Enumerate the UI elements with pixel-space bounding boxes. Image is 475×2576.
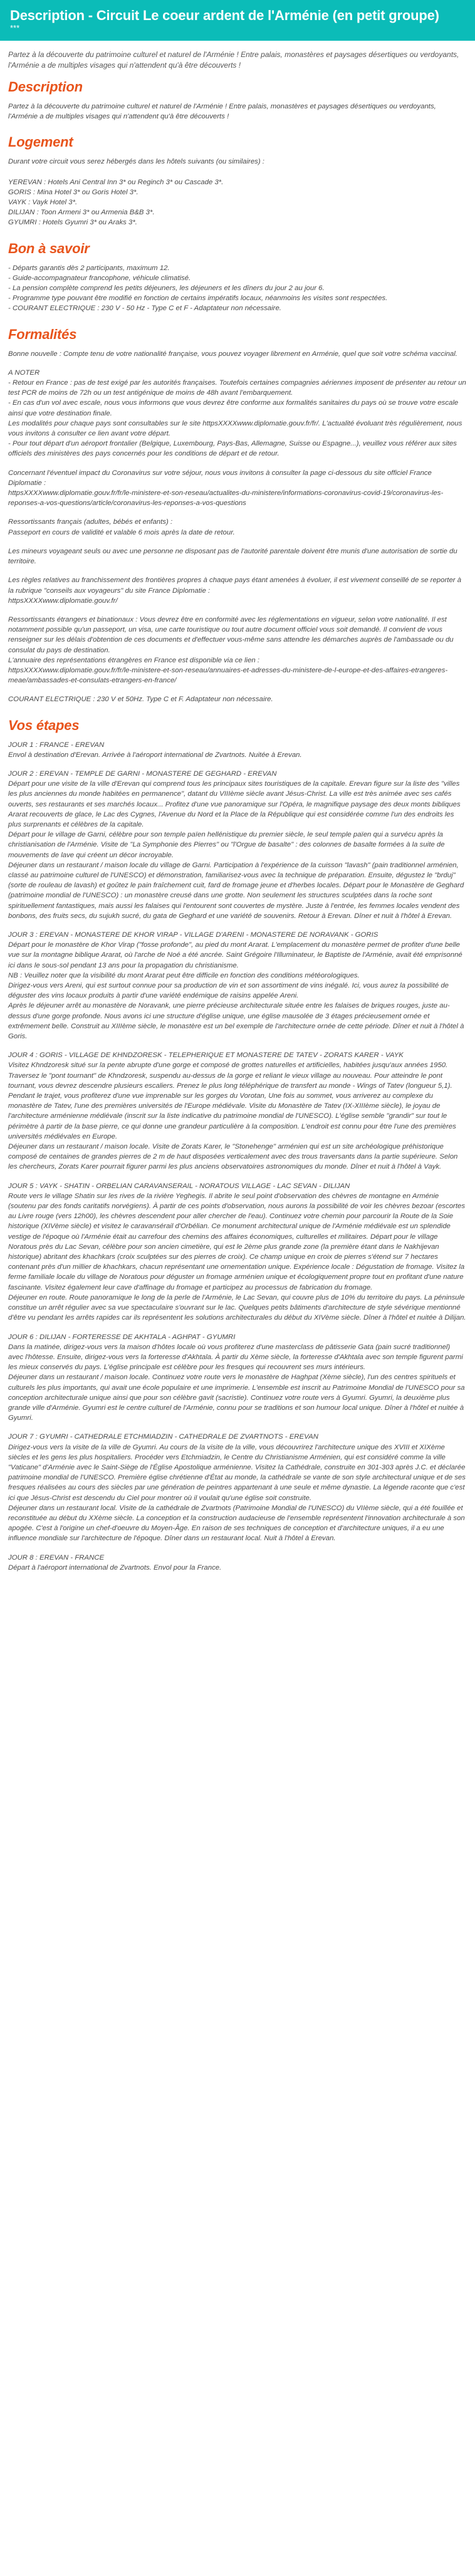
bon-a-savoir-heading: Bon à savoir bbox=[8, 240, 90, 256]
bon-a-savoir-section bbox=[8, 241, 467, 314]
formalites-paragraph: Les mineurs voyageant seuls ou avec une personne ne disposant pas de l'autorité parentale doivent être munis d'une autorisation de sortie du territoire. bbox=[8, 547, 457, 566]
info-line: - Programme type pouvant être modifié en fonction de certains impératifs locaux, néanmoins les visites sont respectées. bbox=[8, 295, 388, 303]
description-section bbox=[8, 79, 467, 122]
day-paragraph: JOUR 3 : EREVAN - MONASTERE DE KHOR VIRAP - VILLAGE D'ARENI - MONASTERE DE NORAVANK - GORIS Départ pour le monastère de Khor Virap ("fosse profonde", au pied du mont Ararat. L'emplacement du monastère permet de profiter d'une belle vue sur la montagne biblique Ararat, où l'arche de Noé a été ancrée. Saint Grégoire l'Illuminateur, le Baptiste de l'Arménie, avait été emprisonné ici dans le sous-sol pendant 13 ans pour la propagation du christianisme. NB : Veuillez noter que la visibilité du mont Ararat peut être difficile en fonction des conditions météorologiques. Dirigez-vous vers Areni, qui est surtout connue pour sa production de vin et son assortiment de vins inégalé. Ici, vous aurez la possibilité de déguster des vins locaux produits à partir d'une variété endémique de raisins appelée Areni. Après le déjeuner arrêt au monastère de Noravank, une pierre précieuse architecturale située entre les falaises de briques rouges, juste au-dessus d'une gorge profonde. Nous avons ici une structure d'église unique, une église mausolée de 3 étages précieusement ornée et extrêmement belle. Construit au XIIIème siècle, le monastère est un bel exemple de l'architecture ornée de cette période. Dîner et nuit à l'hôtel à Goris. bbox=[8, 931, 464, 1041]
rating-stars: *** bbox=[10, 23, 20, 33]
logement-intro: Durant votre circuit vous serez hébergés dans les hôtels suivants (ou similaires) : bbox=[8, 158, 264, 166]
info-line: - La pension complète comprend les petits déjeuners, les déjeuners et les dîners du jour 2 au jour 6. bbox=[8, 284, 325, 293]
info-line: - Guide-accompagnateur francophone, véhicule climatisé. bbox=[8, 274, 191, 282]
intro-text: Partez à la découverte du patrimoine culturel et naturel de l'Arménie ! Entre palais, monastères et paysages désertiques ou verdoyants, l'Arménie a de multiples visages qui n'attendent qu'à être découverts ! bbox=[8, 50, 459, 70]
hotel-line: GORIS : Mina Hotel 3* ou Goris Hotel 3*. bbox=[8, 188, 138, 196]
etapes-section bbox=[8, 717, 467, 1573]
hotel-line: VAYK : Vayk Hotel 3*. bbox=[8, 199, 78, 207]
day-paragraph: JOUR 4 : GORIS - VILLAGE DE KHNDZORESK - TELEPHERIQUE ET MONASTERE DE TATEV - ZORATS KARER - VAYK Visitez Khndzoresk situé sur la pente abrupte d'une gorge et composé de grottes naturelles et artificielles, habitées jusqu'aux années 1950. Traversez le "pont tournant" de Khndzoresk, suspendu au-dessus de la gorge et reliant le vieux village au nouveau. Pour atteindre le pont tournant, vous devrez descendre plusieurs escaliers. Prenez le plus long téléphérique de transfert au monde - Wings of Tatev (longueur 5,1). Pendant le trajet, vous profiterez d'une vue imprenable sur les gorges du Vorotan, Une fois au sommet, vous arriverez au complexe du monastère de Tatev, l'une des premières universités de l'Europe médiévale. Visite du Monastère de Tatev (IX-XIIIème siècle), le joyau de l'architecture arménienne médiévale (inscrit sur la liste indicative du patrimoine mondial de l'UNESCO). L'église semble "grandir" sur tout le périmètre à partir de la base pierre, ce qui donne une grandeur particulière à la composition. L'endroit est connu pour être l'une des premières universités médiévales en Europe. Déjeuner dans un restaurant / maison locale. Visite de Zorats Karer, le "Stonehenge" arménien qui est un site archéologique préhistorique composé de centaines de grandes pierres de 2 m de haut disposées verticalement avec des trous traversants dans la partie supérieure. Selon les chercheurs, Zorats Karer pourrait figurer parmi les plus anciens observatoires astronomiques du monde. Dîner et nuit à l'hôtel à Vayk. bbox=[8, 1051, 458, 1171]
formalites-paragraph: Ressortissants français (adultes, bébés et enfants) : Passeport en cours de validité et valable 6 mois après la date de retour. bbox=[8, 518, 235, 536]
page-title: Description - Circuit Le coeur ardent de l'Arménie (en petit groupe) bbox=[10, 8, 439, 23]
etapes-heading: Vos étapes bbox=[8, 717, 80, 733]
formalites-paragraph: Concernant l'éventuel impact du Coronavirus sur votre séjour, nous vous invitons à consulter la page ci-dessous du site officiel France Diplomatie : httpsXXXXwww.diplomatie.gouv.fr/fr/le-ministere-et-son-reseau/actualites-du-ministere/informations-coronavirus-covid-19/coronavirus-les-reponses-a-vos-questions/article/coronavirus-les-reponses-a-vos-questions bbox=[8, 469, 444, 508]
day-paragraph: JOUR 5 : VAYK - SHATIN - ORBELIAN CARAVANSERAIL - NORATOUS VILLAGE - LAC SEVAN - DILIJAN Route vers le village Shatin sur les rives de la rivière Yeghegis. Il abrite le seul point d'observation des chèvres de montagne en Arménie (soutenu par des fonds caritatifs norvégiens). À partir de ces points d'observation, nous aurons la possibilité de voir les chèvres bezoar (escortes au Livre rouge (vers 12h00), les chèvres descendent pour aller chercher de l'eau). Continuez votre chemin pour parcourir la Route de la Soie historique (XIVème siècle) et visitez le caravansérail d'Orbélian. Ce monument architectural unique de l'Arménie médiévale est un splendide vestige de l'époque où l'Arménie était au carrefour des chemins des affaires économiques, culturelles et militaires. Départ pour le village Noratous près du Lac Sevan, célèbre pour son ancien cimetière, qui est le 2ème plus grande zone (la première étant dans le Nakhijevan historique) abritant des khachkars (croix sculptées sur des pierres de croix). Ce champ unique en croix de pierres s'étend sur 7 hectares contenant près d'un millier de khachkars, chacun représentant une ornementation unique. Expérience locale : Dégustation de fromage. Visitez la ferme familiale locale du village de Noratous pour déguster un fromage arménien unique et écologiquement propre tout en profitant d'une nature fascinante. Visitez également leur cave d'affinage du fromage et participez au processus de fabrication du fromage. Déjeuner en route. Route panoramique le long de la perle de l'Arménie, le Lac Sevan, qui couvre plus de 10% du territoire du pays. La péninsule constitue un arrêt régulier avec sa vue spectaculaire s'ouvrant sur le lac. Quelques petits bâtiments d'architecture de style sévérique mentionné d'être vu pendant les arrêts rapides car ils représentent les solutions architecturales du début du XIVème siècle. Dîner à l'hôtel et nuitée à Dilijan. bbox=[8, 1182, 466, 1322]
formalites-paragraph: COURANT ELECTRIQUE : 230 V et 50Hz. Type C et F. Adaptateur non nécessaire. bbox=[8, 696, 273, 704]
formalites-paragraph: Bonne nouvelle : Compte tenu de votre nationalité française, vous pouvez voyager librement en Arménie, quel que soit votre schéma vaccinal. bbox=[8, 350, 457, 358]
formalites-section bbox=[8, 326, 467, 705]
day-paragraph: JOUR 7 : GYUMRI - CATHEDRALE ETCHMIADZIN - CATHEDRALE DE ZVARTNOTS - EREVAN Dirigez-vous vers la visite de la ville de Gyumri. Au cours de la visite de la ville, vous découvrirez l'architecture unique des XVIII et XIXème siècles et les gens les plus hospitaliers. Procéder vers Etchmiadzin, le Centre du Christianisme Arménien, qui est considéré comme la ville "Vaticane" d'Arménie avec le Saint-Siège de l'Église Apostolique arménienne. Visitez la Cathédrale, construite en 301-303 après J.C. et déclarée patrimoine mondial de l'UNESCO. Première église chrétienne d'État au monde, la cathédrale se vante de son style architectural unique et de ses fresques réalisées au cours des siècles par une génération de peintres appartenant à une seule et même dynastie. La légende raconte que c'est ici que Jésus-Christ est descendu du Ciel pour montrer où il voulait qu'une église soit construite. Déjeuner dans un restaurant local. Visite de la cathédrale de Zvartnots (Patrimoine Mondial de l'UNESCO) du VIIème siècle, qui a été fouillée et reconstituée au début du XXème siècle. La conception et la construction audacieuse de l'ensemble représentent l'innovation architecturale à son apogée. C'est à l'origine un chef-d'oeuvre du Moyen-Âge. En raison de ses techniques de conception et d'architecture uniques, il a eu une influence mondiale sur l'architecture de l'époque. Dîner dans un restaurant local. Nuit à l'hôtel à Erevan. bbox=[8, 1433, 466, 1543]
hotel-line: GYUMRI : Hotels Gyumri 3* ou Araks 3*. bbox=[8, 219, 137, 227]
info-line: - COURANT ELECTRIQUE : 230 V - 50 Hz - Type C et F - Adaptateur non nécessaire. bbox=[8, 305, 281, 313]
day-paragraph: JOUR 8 : EREVAN - FRANCE Départ à l'aéroport international de Zvartnots. Envol pour la France. bbox=[8, 1553, 222, 1572]
day-paragraph: JOUR 2 : EREVAN - TEMPLE DE GARNI - MONASTERE DE GEGHARD - EREVAN Départ pour une visite de la ville d'Erevan qui comprend tous les principaux sites touristiques de la capitale. Erevan figure sur la liste des "villes les plus anciennes du monde habitées en permanence", datant du VIIIème siècle avant Jésus-Christ. La ville est très animée avec ses cafés ouverts, ses restaurants et ses marchés locaux... Profitez d'une vue panoramique sur l'Opéra, le magnifique paysage des deux monts bibliques Ararat recouverts de glace, le Lac des Cygnes, l'Avenue du Nord et la Place de la République qui est considérée comme l'un des endroits les plus surprenants et célèbres de la capitale. Départ pour le village de Garni, célèbre pour son temple païen hellénistique du premier siècle, le seul temple païen qui a survécu après la christianisation de l'Arménie. Visite de "La Symphonie des Pierres" ou "l'Orgue de basalte" : des colonnes de basalte formées à la suite de mouvements de lave qui créent un décor incroyable. Déjeuner dans un restaurant / maison locale du village de Garni. Participation à l'expérience de la cuisson "lavash" (pain traditionnel arménien, classé au patrimoine culturel de l'UNESCO) et démonstration, familiarisez-vous avec la technique de préparation. Ensuite, dégustez le "brduj" (sorte de rouleau de lavash) et goûtez le pain fraîchement cuit, fard de fromage jeune et d'herbes locales. Départ pour le Monastère de Geghard (patrimoine mondial de l'UNESCO) : un monastère creusé dans une grotte. Non seulement les structures sculptées dans la roche sont spirituellement fantastiques, mais aussi les falaises qui l'entourent sont couvertes de mystère. Juste à l'entrée, les femmes locales vendent des bonbons, des fruits secs, du sujukh sucré, du gata de Geghard et une variété de souvenirs. Retour à Erevan. Dîner et nuit à l'hôtel à Erevan. bbox=[8, 769, 464, 920]
formalites-paragraph: A NOTER - Retour en France : pas de test exigé par les autorités françaises. Toutefois certaines compagnies aériennes imposent de présenter au retour un test PCR de moins de 72h ou un test antigénique de moins de 48h avant l'embarquement. - En cas d'un vol avec escale, nous vous informons que vous devrez être conforme aux formalités sanitaires du pays où se trouve votre escale ainsi que votre destination finale. Les modalités pour chaque pays sont consultables sur le site httpsXXXXwww.diplomatie.gouv.fr/fr/. L'actualité évoluant très régulièrement, nous vous invitons à consulter ce lien avant votre départ. - Pour tout départ d'un aéroport frontalier (Belgique, Luxembourg, Pays-Bas, Allemagne, Suisse ou Espagne...), veuillez vous référer aux sites officiels des ministères des pays concernés pour les conditions de départ et de retour. bbox=[8, 368, 466, 458]
hotel-line: DILIJAN : Toon Armeni 3* ou Armenia B&B 3*. bbox=[8, 209, 155, 217]
info-line: - Départs garantis dès 2 participants, maximum 12. bbox=[8, 264, 170, 272]
formalites-heading: Formalités bbox=[8, 326, 77, 342]
page-header bbox=[0, 0, 475, 41]
logement-heading: Logement bbox=[8, 134, 73, 150]
main-content bbox=[0, 41, 475, 1573]
logement-section bbox=[8, 134, 467, 227]
formalites-paragraph: Ressortissants étrangers et binationaux : Vous devrez être en conformité avec les réglementations en vigueur, selon votre nationalité. Il est notamment possible qu'un passeport, un visa, une carte touristique ou tout autre document officiel vous soit demandé. Il convient de vous renseigner sur les délais d'obtention de ces documents et d'effectuer vous-même sans attendre les démarches auprès de l'ambassade ou du consulat du pays de destination. L'annuaire des représentations étrangères en France est disponible via ce lien : httpsXXXXwww.diplomatie.gouv.fr/fr/le-ministere-et-son-reseau/annuaires-et-adresses-du-ministere-de-l-europe-et-des-affaires-etrangeres-meae/ambassades-et-consulats-etrangers-en-france/ bbox=[8, 615, 454, 685]
day-paragraph: JOUR 1 : FRANCE - EREVAN Envol à destination d'Erevan. Arrivée à l'aéroport international de Zvartnots. Nuitée à Erevan. bbox=[8, 741, 302, 759]
hotel-line: YEREVAN : Hotels Ani Central Inn 3* ou Reginch 3* ou Cascade 3*. bbox=[8, 178, 224, 186]
description-heading: Description bbox=[8, 79, 83, 95]
description-text: Partez à la découverte du patrimoine culturel et naturel de l'Arménie ! Entre palais, monastères et paysages désertiques ou verdoyants, l'Arménie a de multiples visages qui n'attendent qu'à être découverts ! bbox=[8, 103, 436, 121]
formalites-paragraph: Les règles relatives au franchissement des frontières propres à chaque pays étant amenées à évoluer, il est vivement conseillé de se reporter à la rubrique "conseils aux voyageurs" du site France Diplomatie : httpsXXXXwww.diplomatie.gouv.fr/ bbox=[8, 576, 462, 605]
day-paragraph: JOUR 6 : DILIJAN - FORTERESSE DE AKHTALA - AGHPAT - GYUMRI Dans la matinée, dirigez-vous vers la maison d'hôtes locale où vous profiterez d'une masterclass de pâtisserie Gata (pain sucré traditionnel) avec l'hôtesse. Ensuite, dirigez-vous vers la forteresse d'Akhtala. À partir du Xème siècle, la forteresse d'Akhtala avec son temple figurent parmi les mieux conservés du pays. L'église principale est célèbre pour les fresques qui recouvrent ses murs intérieurs. Déjeuner dans un restaurant / maison locale. Continuez votre route vers le monastère de Haghpat (Xème siècle), l'un des centres spirituels et culturels les plus importants, qui avait une école populaire et une imprimerie. L'ensemble est inscrit au Patrimoine Mondial de l'UNESCO pour sa conception architecturale unique ainsi que pour son célèbre gavit (sacristie). Continuez votre route vers à Gyumri. Gyumri, la deuxième plus grande ville d'Arménie. Gyumri est le centre culturel de l'Arménie, connu pour se traditions et son humour local unique. Dîner à l'hôtel et nuitée à Gyumri. bbox=[8, 1333, 465, 1422]
